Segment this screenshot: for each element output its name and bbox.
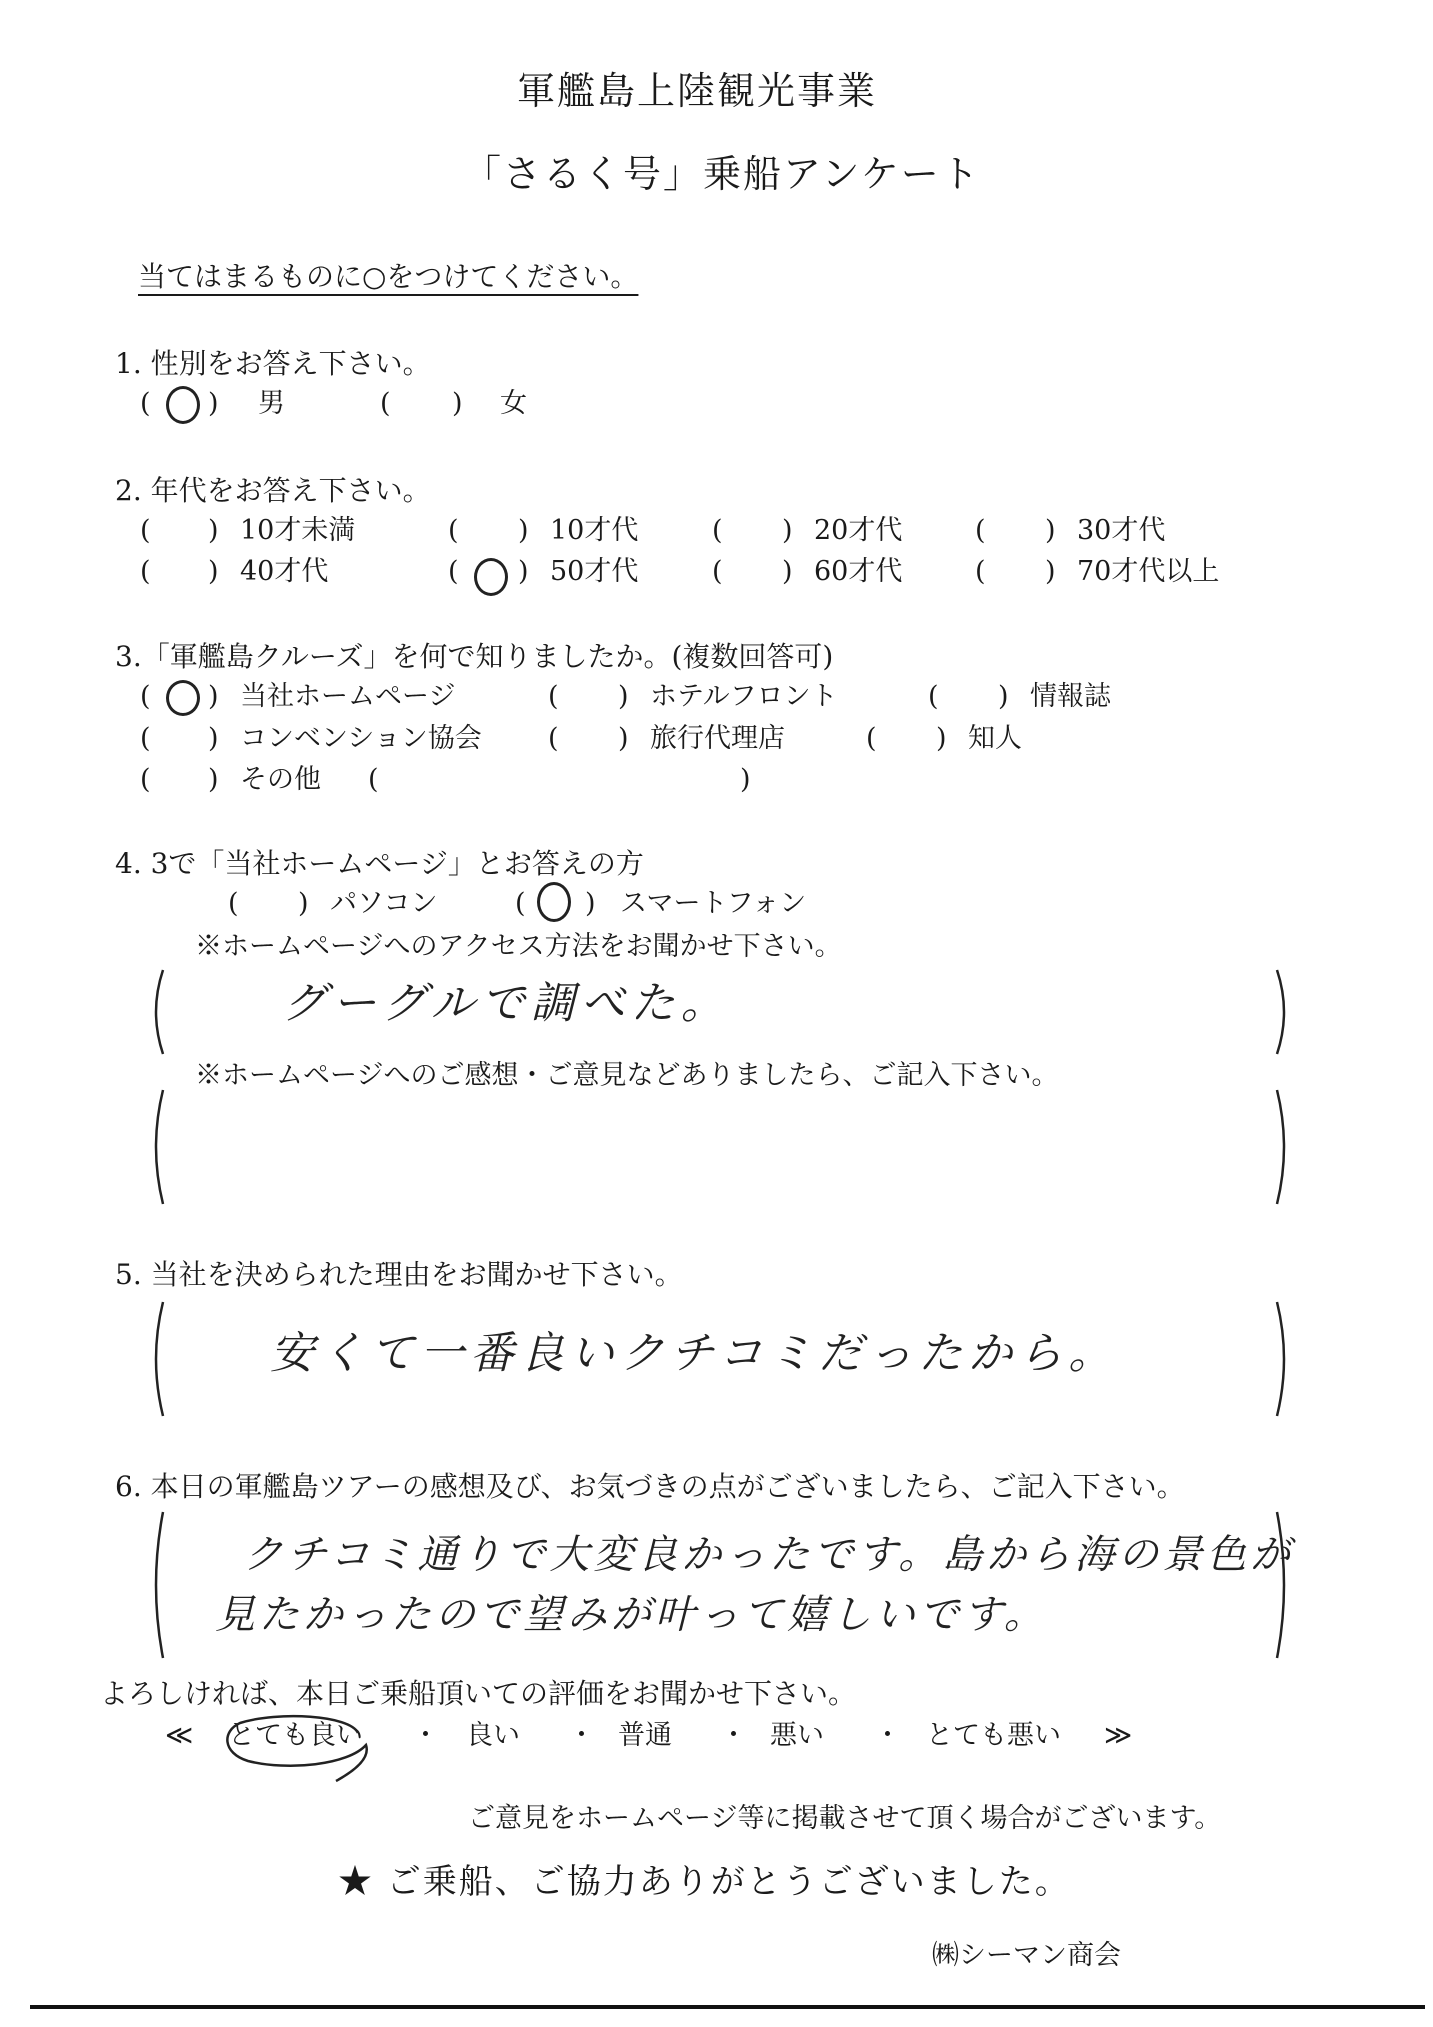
bracket-open: ( (515, 888, 526, 919)
q1-male-circle-mark (166, 386, 200, 424)
bracket-open: ( (140, 515, 151, 546)
bracket-close: ) (518, 515, 529, 546)
company-name: ㈱シーマン商会 (932, 1940, 1121, 1971)
bracket-close: ) (618, 723, 629, 754)
bracket-close (1275, 1088, 1295, 1206)
bracket-close: ) (208, 681, 219, 712)
rating-separator: ・ (568, 1720, 595, 1751)
rating-separator: ・ (874, 1720, 901, 1751)
q3-label: 旅行代理店 (650, 723, 785, 754)
bracket-close: ) (782, 515, 793, 546)
rating-option-very-good[interactable]: とても良い (228, 1720, 363, 1751)
bracket-open: ( (975, 556, 986, 587)
q3-label: その他 (240, 764, 321, 795)
bracket-close: ) (1045, 556, 1056, 587)
rating-option-bad[interactable]: 悪い (770, 1720, 824, 1751)
q1-bracket-open: ( (380, 388, 391, 419)
q1-label-male: 男 (258, 388, 285, 419)
q2-label: 50才代 (550, 556, 639, 587)
q1-bracket-close: ) (452, 388, 463, 419)
rating-close-mark: ≫ (1104, 1720, 1133, 1751)
bracket-close: ) (208, 723, 219, 754)
bracket-open: ( (228, 888, 239, 919)
q6-answer-line1: クチコミ通りで大変良かったです。島から海の景色が (243, 1532, 1295, 1578)
bracket-close: ) (998, 681, 1009, 712)
bracket-close: ) (1045, 515, 1056, 546)
rating-option-good[interactable]: 良い (466, 1720, 520, 1751)
q3-homepage-circle-mark (166, 680, 200, 716)
thanks-message: ★ ご乗船、ご協力ありがとうございました。 (338, 1862, 1071, 1902)
q3-label: 知人 (968, 723, 1022, 754)
q4-question: 4. 3で「当社ホームページ」とお答えの方 (115, 847, 644, 880)
q4-label: パソコン (330, 888, 438, 919)
bracket-close: ) (618, 681, 629, 712)
q5-question: 5. 当社を決められた理由をお聞かせ下さい。 (115, 1258, 683, 1291)
q2-label: 20才代 (814, 515, 903, 546)
q3-label: ホテルフロント (650, 681, 838, 712)
bracket-close: ) (740, 764, 751, 795)
q2-50s-circle-mark (474, 558, 508, 596)
q4-access-prompt: ※ホームページへのアクセス方法をお聞かせ下さい。 (195, 931, 842, 962)
bracket-open: ( (140, 764, 151, 795)
q2-label: 60才代 (814, 556, 903, 587)
bracket-open: ( (140, 681, 151, 712)
bracket-close: ) (585, 888, 596, 919)
instruction-text: 当てはまるものに○をつけてください。 (138, 260, 639, 293)
bracket-open: ( (928, 681, 939, 712)
bracket-open: ( (548, 723, 559, 754)
q2-label: 10才未満 (240, 515, 356, 546)
bracket-open: ( (712, 556, 723, 587)
q2-label: 30才代 (1077, 515, 1166, 546)
bracket-open: ( (368, 764, 379, 795)
bracket-open: ( (712, 515, 723, 546)
bracket-close: ) (208, 515, 219, 546)
bracket-open (145, 1510, 165, 1660)
bracket-close: ) (208, 556, 219, 587)
bracket-open: ( (448, 556, 459, 587)
rating-separator: ・ (720, 1720, 747, 1751)
q4-impression-prompt: ※ホームページへのご感想・ご意見などありましたら、ご記入下さい。 (195, 1060, 1059, 1091)
q2-question: 2. 年代をお答え下さい。 (115, 474, 431, 507)
q1-bracket-close: ) (208, 388, 219, 419)
survey-title: 軍艦島上陸観光事業 (517, 69, 878, 113)
bracket-close (1275, 968, 1295, 1056)
rating-option-very-bad[interactable]: とても悪い (926, 1720, 1061, 1751)
bracket-open: ( (975, 515, 986, 546)
q3-label: 情報誌 (1030, 681, 1111, 712)
rating-open-mark: ≪ (165, 1720, 194, 1751)
bracket-close: ) (208, 764, 219, 795)
bracket-open: ( (140, 723, 151, 754)
rating-prompt: よろしければ、本日ご乗船頂いての評価をお聞かせ下さい。 (100, 1677, 857, 1710)
q3-label: コンベンション協会 (240, 723, 482, 754)
bracket-open (145, 1300, 165, 1418)
q6-answer-line2: 見たかったので望みが叶って嬉しいです。 (215, 1592, 1048, 1638)
q2-label: 40才代 (240, 556, 329, 587)
q4-label: スマートフォン (620, 888, 807, 919)
bracket-close: ) (518, 556, 529, 587)
bracket-open (145, 968, 165, 1056)
q6-question: 6. 本日の軍艦島ツアーの感想及び、お気づきの点がございましたら、ご記入下さい。 (115, 1470, 1185, 1503)
bracket-open (145, 1088, 165, 1206)
q3-question: 3.「軍艦島クルーズ」を何で知りましたか。(複数回答可) (115, 640, 834, 673)
q1-question: 1. 性別をお答え下さい。 (115, 347, 431, 380)
rating-selected-circle-mark (218, 1705, 378, 1785)
rating-option-average[interactable]: 普通 (618, 1720, 672, 1751)
q4-smartphone-circle-mark (537, 882, 571, 922)
q3-label: 当社ホームページ (240, 681, 456, 712)
bracket-open: ( (548, 681, 559, 712)
q4-access-answer: グーグルで調べた。 (282, 978, 731, 1029)
publish-notice: ご意見をホームページ等に掲載させて頂く場合がございます。 (468, 1803, 1222, 1834)
bracket-close: ) (298, 888, 309, 919)
bracket-close: ) (782, 556, 793, 587)
survey-subtitle: 「さるく号」乗船アンケート (463, 152, 981, 196)
bracket-open: ( (448, 515, 459, 546)
q1-bracket-open: ( (140, 388, 151, 419)
q2-label: 70才代以上 (1077, 556, 1220, 587)
q2-label: 10才代 (550, 515, 639, 546)
bracket-open: ( (140, 556, 151, 587)
q5-answer: 安くて一番良いクチコミだったから。 (270, 1328, 1119, 1379)
bottom-rule (30, 2005, 1425, 2009)
bracket-close: ) (936, 723, 947, 754)
bracket-close (1275, 1300, 1295, 1418)
bracket-open: ( (866, 723, 877, 754)
q1-label-female: 女 (500, 388, 527, 419)
rating-separator: ・ (412, 1720, 439, 1751)
